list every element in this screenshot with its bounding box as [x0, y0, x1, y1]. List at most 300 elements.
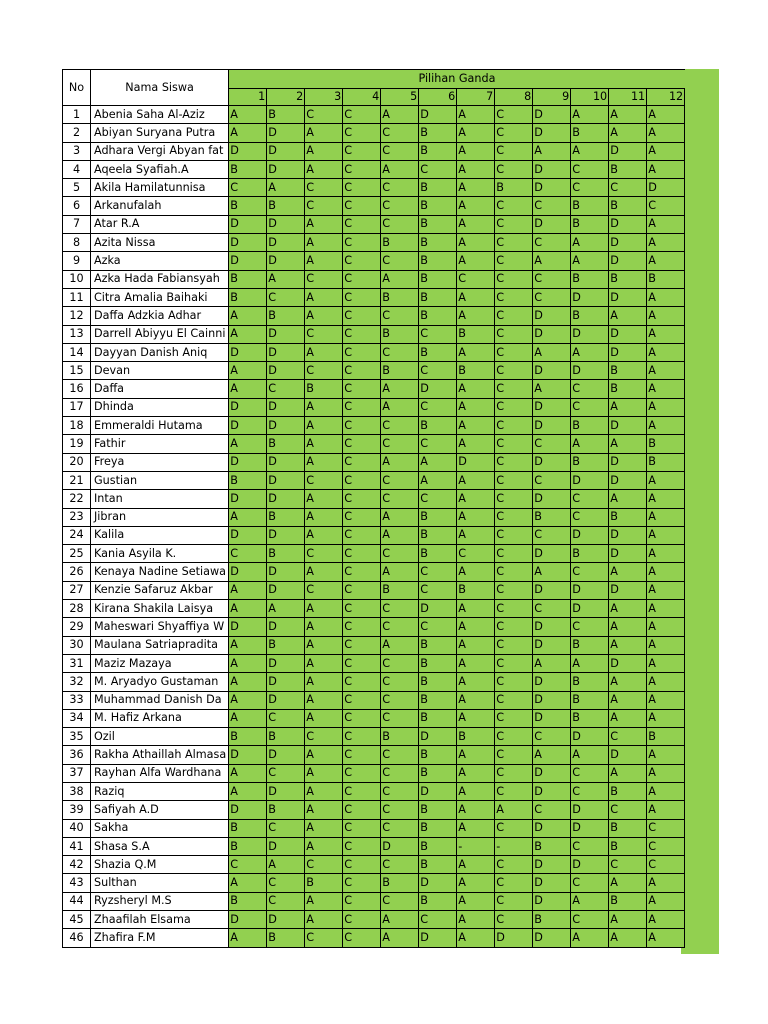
- answer-cell-q8[interactable]: C: [495, 435, 533, 453]
- answer-cell-q8[interactable]: C: [495, 106, 533, 124]
- answer-cell-q10[interactable]: C: [571, 782, 609, 800]
- answer-cell-q9[interactable]: D: [533, 636, 571, 654]
- answer-cell-q8[interactable]: C: [495, 215, 533, 233]
- answer-cell-q7[interactable]: A: [457, 654, 495, 672]
- answer-cell-q7[interactable]: A: [457, 563, 495, 581]
- answer-cell-q1[interactable]: A: [229, 929, 267, 947]
- answer-cell-q8[interactable]: A: [495, 801, 533, 819]
- answer-cell-q2[interactable]: B: [267, 197, 305, 215]
- answer-cell-q5[interactable]: A: [381, 911, 419, 929]
- answer-cell-q7[interactable]: A: [457, 417, 495, 435]
- answer-cell-q1[interactable]: A: [229, 673, 267, 691]
- answer-cell-q4[interactable]: C: [343, 911, 381, 929]
- answer-cell-q7[interactable]: A: [457, 398, 495, 416]
- answer-cell-q7[interactable]: A: [457, 636, 495, 654]
- answer-cell-q3[interactable]: A: [305, 435, 343, 453]
- answer-cell-q11[interactable]: D: [609, 453, 647, 471]
- answer-cell-q8[interactable]: C: [495, 673, 533, 691]
- answer-cell-q1[interactable]: B: [229, 892, 267, 910]
- answer-cell-q9[interactable]: A: [533, 746, 571, 764]
- student-name-cell[interactable]: Maziz Mazaya: [91, 654, 229, 672]
- student-name-cell[interactable]: Azita Nissa: [91, 234, 229, 252]
- row-number-cell[interactable]: 45: [63, 911, 91, 929]
- answer-cell-q6[interactable]: B: [419, 654, 457, 672]
- answer-cell-q8[interactable]: C: [495, 782, 533, 800]
- answer-cell-q2[interactable]: C: [267, 819, 305, 837]
- answer-cell-q12[interactable]: A: [647, 288, 685, 306]
- answer-cell-q4[interactable]: C: [343, 600, 381, 618]
- answer-cell-q6[interactable]: D: [419, 782, 457, 800]
- answer-cell-q3[interactable]: A: [305, 911, 343, 929]
- answer-cell-q10[interactable]: B: [571, 673, 609, 691]
- answer-cell-q10[interactable]: A: [571, 343, 609, 361]
- answer-cell-q1[interactable]: D: [229, 801, 267, 819]
- student-name-cell[interactable]: Fathir: [91, 435, 229, 453]
- answer-cell-q1[interactable]: A: [229, 709, 267, 727]
- answer-cell-q1[interactable]: B: [229, 197, 267, 215]
- answer-cell-q4[interactable]: C: [343, 453, 381, 471]
- answer-cell-q12[interactable]: A: [647, 618, 685, 636]
- answer-cell-q9[interactable]: D: [533, 307, 571, 325]
- answer-cell-q5[interactable]: A: [381, 508, 419, 526]
- answer-cell-q2[interactable]: B: [267, 929, 305, 947]
- student-name-cell[interactable]: Kirana Shakila Laisya: [91, 600, 229, 618]
- answer-cell-q12[interactable]: A: [647, 673, 685, 691]
- answer-cell-q9[interactable]: A: [533, 654, 571, 672]
- student-name-cell[interactable]: Freya: [91, 453, 229, 471]
- student-name-cell[interactable]: Zhafira F.M: [91, 929, 229, 947]
- answer-cell-q4[interactable]: C: [343, 106, 381, 124]
- answer-cell-q7[interactable]: A: [457, 526, 495, 544]
- answer-cell-q3[interactable]: A: [305, 654, 343, 672]
- answer-cell-q9[interactable]: C: [533, 728, 571, 746]
- row-number-cell[interactable]: 9: [63, 252, 91, 270]
- answer-cell-q3[interactable]: C: [305, 545, 343, 563]
- answer-cell-q10[interactable]: B: [571, 270, 609, 288]
- answer-cell-q3[interactable]: C: [305, 179, 343, 197]
- answer-cell-q7[interactable]: A: [457, 142, 495, 160]
- answer-cell-q3[interactable]: C: [305, 325, 343, 343]
- answer-cell-q2[interactable]: D: [267, 471, 305, 489]
- answer-cell-q7[interactable]: C: [457, 270, 495, 288]
- answer-cell-q12[interactable]: C: [647, 837, 685, 855]
- answer-cell-q7[interactable]: A: [457, 471, 495, 489]
- student-name-cell[interactable]: Devan: [91, 362, 229, 380]
- answer-cell-q7[interactable]: A: [457, 380, 495, 398]
- answer-cell-q7[interactable]: -: [457, 837, 495, 855]
- student-name-cell[interactable]: Dayyan Danish Aniq: [91, 343, 229, 361]
- answer-cell-q3[interactable]: C: [305, 929, 343, 947]
- answer-cell-q1[interactable]: C: [229, 856, 267, 874]
- answer-cell-q6[interactable]: C: [419, 563, 457, 581]
- answer-cell-q1[interactable]: D: [229, 526, 267, 544]
- answer-cell-q12[interactable]: A: [647, 417, 685, 435]
- answer-cell-q1[interactable]: A: [229, 362, 267, 380]
- answer-cell-q10[interactable]: C: [571, 160, 609, 178]
- row-number-cell[interactable]: 39: [63, 801, 91, 819]
- answer-cell-q5[interactable]: A: [381, 453, 419, 471]
- answer-cell-q2[interactable]: D: [267, 417, 305, 435]
- answer-cell-q11[interactable]: A: [609, 874, 647, 892]
- student-name-cell[interactable]: M. Aryadyo Gustaman: [91, 673, 229, 691]
- answer-cell-q3[interactable]: A: [305, 746, 343, 764]
- answer-cell-q12[interactable]: A: [647, 581, 685, 599]
- answer-cell-q5[interactable]: C: [381, 124, 419, 142]
- answer-cell-q1[interactable]: A: [229, 380, 267, 398]
- row-number-cell[interactable]: 31: [63, 654, 91, 672]
- answer-cell-q11[interactable]: A: [609, 600, 647, 618]
- answer-cell-q3[interactable]: A: [305, 837, 343, 855]
- answer-cell-q12[interactable]: A: [647, 782, 685, 800]
- answer-cell-q9[interactable]: D: [533, 581, 571, 599]
- answer-cell-q1[interactable]: A: [229, 124, 267, 142]
- answer-cell-q8[interactable]: C: [495, 892, 533, 910]
- answer-cell-q1[interactable]: B: [229, 160, 267, 178]
- answer-cell-q8[interactable]: C: [495, 654, 533, 672]
- row-number-cell[interactable]: 4: [63, 160, 91, 178]
- answer-cell-q10[interactable]: D: [571, 600, 609, 618]
- row-number-cell[interactable]: 46: [63, 929, 91, 947]
- answer-cell-q12[interactable]: A: [647, 654, 685, 672]
- answer-cell-q12[interactable]: A: [647, 746, 685, 764]
- answer-cell-q10[interactable]: D: [571, 471, 609, 489]
- student-name-cell[interactable]: Intan: [91, 490, 229, 508]
- row-number-cell[interactable]: 26: [63, 563, 91, 581]
- answer-cell-q6[interactable]: D: [419, 380, 457, 398]
- answer-cell-q4[interactable]: C: [343, 288, 381, 306]
- answer-cell-q12[interactable]: A: [647, 343, 685, 361]
- answer-cell-q9[interactable]: D: [533, 215, 571, 233]
- answer-cell-q9[interactable]: D: [533, 819, 571, 837]
- student-name-cell[interactable]: Muhammad Danish Da: [91, 691, 229, 709]
- answer-cell-q2[interactable]: D: [267, 837, 305, 855]
- answer-cell-q4[interactable]: C: [343, 819, 381, 837]
- answer-cell-q4[interactable]: C: [343, 746, 381, 764]
- answer-cell-q6[interactable]: B: [419, 526, 457, 544]
- answer-cell-q6[interactable]: D: [419, 600, 457, 618]
- answer-cell-q9[interactable]: B: [533, 837, 571, 855]
- answer-cell-q5[interactable]: C: [381, 179, 419, 197]
- answer-cell-q1[interactable]: D: [229, 453, 267, 471]
- row-number-cell[interactable]: 2: [63, 124, 91, 142]
- answer-cell-q3[interactable]: A: [305, 782, 343, 800]
- row-number-cell[interactable]: 7: [63, 215, 91, 233]
- row-number-cell[interactable]: 18: [63, 417, 91, 435]
- answer-cell-q11[interactable]: D: [609, 142, 647, 160]
- answer-cell-q11[interactable]: D: [609, 234, 647, 252]
- answer-cell-q4[interactable]: C: [343, 160, 381, 178]
- answer-cell-q9[interactable]: D: [533, 179, 571, 197]
- answer-cell-q2[interactable]: A: [267, 179, 305, 197]
- answer-cell-q2[interactable]: D: [267, 563, 305, 581]
- student-name-cell[interactable]: Aqeela Syafiah.A: [91, 160, 229, 178]
- answer-cell-q3[interactable]: B: [305, 874, 343, 892]
- answer-cell-q1[interactable]: A: [229, 581, 267, 599]
- answer-cell-q1[interactable]: A: [229, 691, 267, 709]
- student-name-cell[interactable]: Raziq: [91, 782, 229, 800]
- answer-cell-q5[interactable]: C: [381, 343, 419, 361]
- answer-cell-q1[interactable]: B: [229, 471, 267, 489]
- answer-cell-q9[interactable]: B: [533, 911, 571, 929]
- row-number-cell[interactable]: 32: [63, 673, 91, 691]
- question-number-1[interactable]: 1: [229, 89, 267, 106]
- answer-cell-q2[interactable]: B: [267, 728, 305, 746]
- answer-cell-q8[interactable]: C: [495, 343, 533, 361]
- answer-cell-q3[interactable]: B: [305, 380, 343, 398]
- answer-cell-q11[interactable]: D: [609, 252, 647, 270]
- answer-cell-q7[interactable]: C: [457, 545, 495, 563]
- answer-cell-q4[interactable]: C: [343, 545, 381, 563]
- answer-cell-q5[interactable]: C: [381, 856, 419, 874]
- answer-cell-q6[interactable]: C: [419, 160, 457, 178]
- answer-cell-q11[interactable]: B: [609, 197, 647, 215]
- answer-cell-q11[interactable]: B: [609, 160, 647, 178]
- answer-cell-q10[interactable]: C: [571, 837, 609, 855]
- answer-cell-q11[interactable]: B: [609, 892, 647, 910]
- answer-cell-q6[interactable]: B: [419, 819, 457, 837]
- answer-cell-q4[interactable]: C: [343, 929, 381, 947]
- answer-cell-q8[interactable]: C: [495, 453, 533, 471]
- answer-cell-q8[interactable]: C: [495, 417, 533, 435]
- answer-cell-q7[interactable]: A: [457, 874, 495, 892]
- answer-cell-q11[interactable]: A: [609, 911, 647, 929]
- answer-cell-q5[interactable]: D: [381, 837, 419, 855]
- answer-cell-q4[interactable]: C: [343, 234, 381, 252]
- answer-cell-q8[interactable]: C: [495, 490, 533, 508]
- row-number-cell[interactable]: 15: [63, 362, 91, 380]
- answer-cell-q8[interactable]: C: [495, 252, 533, 270]
- answer-cell-q7[interactable]: A: [457, 234, 495, 252]
- row-number-cell[interactable]: 41: [63, 837, 91, 855]
- answer-cell-q6[interactable]: C: [419, 398, 457, 416]
- answer-cell-q12[interactable]: A: [647, 215, 685, 233]
- question-number-12[interactable]: 12: [647, 89, 685, 106]
- answer-cell-q4[interactable]: C: [343, 801, 381, 819]
- answer-cell-q11[interactable]: D: [609, 417, 647, 435]
- answer-cell-q8[interactable]: C: [495, 380, 533, 398]
- answer-cell-q6[interactable]: D: [419, 106, 457, 124]
- answer-cell-q11[interactable]: B: [609, 380, 647, 398]
- answer-cell-q11[interactable]: A: [609, 929, 647, 947]
- answer-cell-q5[interactable]: C: [381, 819, 419, 837]
- answer-cell-q7[interactable]: A: [457, 709, 495, 727]
- answer-cell-q12[interactable]: B: [647, 270, 685, 288]
- answer-cell-q6[interactable]: B: [419, 417, 457, 435]
- answer-cell-q12[interactable]: A: [647, 124, 685, 142]
- student-name-cell[interactable]: Kenaya Nadine Setiawa: [91, 563, 229, 581]
- answer-cell-q5[interactable]: C: [381, 471, 419, 489]
- answer-cell-q2[interactable]: C: [267, 892, 305, 910]
- answer-cell-q10[interactable]: A: [571, 142, 609, 160]
- student-name-cell[interactable]: Kania Asyila K.: [91, 545, 229, 563]
- student-name-cell[interactable]: Rayhan Alfa Wardhana: [91, 764, 229, 782]
- answer-cell-q4[interactable]: C: [343, 435, 381, 453]
- student-name-cell[interactable]: Safiyah A.D: [91, 801, 229, 819]
- answer-cell-q3[interactable]: A: [305, 417, 343, 435]
- answer-cell-q7[interactable]: A: [457, 179, 495, 197]
- answer-cell-q6[interactable]: C: [419, 490, 457, 508]
- answer-cell-q7[interactable]: B: [457, 325, 495, 343]
- answer-cell-q6[interactable]: B: [419, 691, 457, 709]
- answer-cell-q6[interactable]: B: [419, 288, 457, 306]
- answer-cell-q4[interactable]: C: [343, 179, 381, 197]
- answer-cell-q11[interactable]: C: [609, 179, 647, 197]
- answer-cell-q6[interactable]: B: [419, 124, 457, 142]
- answer-cell-q7[interactable]: A: [457, 892, 495, 910]
- answer-cell-q12[interactable]: C: [647, 856, 685, 874]
- answer-cell-q1[interactable]: B: [229, 270, 267, 288]
- answer-cell-q3[interactable]: A: [305, 343, 343, 361]
- row-number-cell[interactable]: 1: [63, 106, 91, 124]
- answer-cell-q5[interactable]: C: [381, 490, 419, 508]
- answer-cell-q5[interactable]: C: [381, 252, 419, 270]
- answer-cell-q2[interactable]: B: [267, 636, 305, 654]
- answer-cell-q3[interactable]: A: [305, 764, 343, 782]
- answer-cell-q8[interactable]: C: [495, 160, 533, 178]
- answer-cell-q10[interactable]: A: [571, 252, 609, 270]
- answer-cell-q7[interactable]: B: [457, 362, 495, 380]
- answer-cell-q4[interactable]: C: [343, 563, 381, 581]
- question-number-5[interactable]: 5: [381, 89, 419, 106]
- answer-cell-q1[interactable]: D: [229, 746, 267, 764]
- answer-cell-q6[interactable]: B: [419, 307, 457, 325]
- answer-cell-q9[interactable]: D: [533, 764, 571, 782]
- answer-cell-q8[interactable]: D: [495, 929, 533, 947]
- answer-cell-q6[interactable]: C: [419, 362, 457, 380]
- answer-cell-q4[interactable]: C: [343, 270, 381, 288]
- answer-cell-q10[interactable]: B: [571, 453, 609, 471]
- answer-cell-q5[interactable]: C: [381, 545, 419, 563]
- question-number-9[interactable]: 9: [533, 89, 571, 106]
- answer-cell-q11[interactable]: D: [609, 471, 647, 489]
- answer-cell-q2[interactable]: D: [267, 398, 305, 416]
- answer-cell-q11[interactable]: D: [609, 746, 647, 764]
- answer-cell-q12[interactable]: A: [647, 600, 685, 618]
- answer-cell-q6[interactable]: C: [419, 435, 457, 453]
- answer-cell-q4[interactable]: C: [343, 764, 381, 782]
- answer-cell-q9[interactable]: D: [533, 874, 571, 892]
- answer-cell-q3[interactable]: A: [305, 636, 343, 654]
- answer-cell-q10[interactable]: C: [571, 618, 609, 636]
- answer-cell-q5[interactable]: C: [381, 142, 419, 160]
- answer-cell-q12[interactable]: A: [647, 398, 685, 416]
- answer-cell-q1[interactable]: D: [229, 911, 267, 929]
- student-name-cell[interactable]: Daffa Adzkia Adhar: [91, 307, 229, 325]
- answer-cell-q3[interactable]: A: [305, 618, 343, 636]
- answer-cell-q2[interactable]: D: [267, 673, 305, 691]
- answer-cell-q6[interactable]: A: [419, 453, 457, 471]
- answer-cell-q2[interactable]: A: [267, 856, 305, 874]
- answer-cell-q4[interactable]: C: [343, 252, 381, 270]
- student-name-cell[interactable]: Emmeraldi Hutama: [91, 417, 229, 435]
- answer-cell-q10[interactable]: A: [571, 892, 609, 910]
- answer-cell-q2[interactable]: D: [267, 325, 305, 343]
- answer-cell-q5[interactable]: A: [381, 270, 419, 288]
- answer-cell-q1[interactable]: B: [229, 288, 267, 306]
- answer-cell-q1[interactable]: A: [229, 764, 267, 782]
- answer-cell-q7[interactable]: A: [457, 435, 495, 453]
- answer-cell-q9[interactable]: D: [533, 362, 571, 380]
- answer-cell-q12[interactable]: D: [647, 179, 685, 197]
- row-number-cell[interactable]: 23: [63, 508, 91, 526]
- answer-cell-q12[interactable]: A: [647, 892, 685, 910]
- row-number-cell[interactable]: 10: [63, 270, 91, 288]
- answer-cell-q3[interactable]: A: [305, 124, 343, 142]
- answer-cell-q9[interactable]: D: [533, 417, 571, 435]
- answer-cell-q8[interactable]: C: [495, 618, 533, 636]
- answer-cell-q7[interactable]: B: [457, 581, 495, 599]
- answer-cell-q12[interactable]: A: [647, 307, 685, 325]
- answer-cell-q3[interactable]: C: [305, 362, 343, 380]
- answer-cell-q9[interactable]: D: [533, 618, 571, 636]
- student-name-cell[interactable]: Kalila: [91, 526, 229, 544]
- answer-cell-q7[interactable]: A: [457, 160, 495, 178]
- answer-cell-q3[interactable]: A: [305, 508, 343, 526]
- answer-cell-q1[interactable]: D: [229, 398, 267, 416]
- answer-cell-q8[interactable]: C: [495, 581, 533, 599]
- row-number-cell[interactable]: 33: [63, 691, 91, 709]
- answer-cell-q9[interactable]: D: [533, 856, 571, 874]
- answer-cell-q5[interactable]: B: [381, 874, 419, 892]
- answer-cell-q12[interactable]: C: [647, 819, 685, 837]
- answer-cell-q1[interactable]: B: [229, 819, 267, 837]
- answer-cell-q6[interactable]: D: [419, 929, 457, 947]
- answer-cell-q11[interactable]: D: [609, 325, 647, 343]
- row-number-cell[interactable]: 6: [63, 197, 91, 215]
- student-name-cell[interactable]: Sakha: [91, 819, 229, 837]
- answer-cell-q9[interactable]: A: [533, 343, 571, 361]
- answer-cell-q11[interactable]: D: [609, 288, 647, 306]
- answer-cell-q12[interactable]: A: [647, 362, 685, 380]
- answer-cell-q4[interactable]: C: [343, 417, 381, 435]
- student-name-cell[interactable]: Sulthan: [91, 874, 229, 892]
- answer-cell-q4[interactable]: C: [343, 380, 381, 398]
- answer-cell-q9[interactable]: A: [533, 563, 571, 581]
- student-name-cell[interactable]: Atar R.A: [91, 215, 229, 233]
- student-name-cell[interactable]: Daffa: [91, 380, 229, 398]
- answer-cell-q7[interactable]: A: [457, 746, 495, 764]
- answer-cell-q12[interactable]: B: [647, 435, 685, 453]
- answer-cell-q8[interactable]: -: [495, 837, 533, 855]
- answer-cell-q4[interactable]: C: [343, 124, 381, 142]
- answer-cell-q8[interactable]: C: [495, 508, 533, 526]
- answer-cell-q5[interactable]: A: [381, 160, 419, 178]
- answer-cell-q10[interactable]: B: [571, 417, 609, 435]
- answer-cell-q8[interactable]: C: [495, 197, 533, 215]
- answer-cell-q11[interactable]: A: [609, 636, 647, 654]
- answer-cell-q8[interactable]: C: [495, 124, 533, 142]
- answer-cell-q9[interactable]: D: [533, 929, 571, 947]
- answer-cell-q10[interactable]: A: [571, 654, 609, 672]
- answer-cell-q6[interactable]: C: [419, 618, 457, 636]
- answer-cell-q3[interactable]: C: [305, 197, 343, 215]
- answer-cell-q5[interactable]: C: [381, 764, 419, 782]
- answer-cell-q4[interactable]: C: [343, 618, 381, 636]
- answer-cell-q6[interactable]: B: [419, 270, 457, 288]
- answer-cell-q5[interactable]: C: [381, 435, 419, 453]
- answer-cell-q7[interactable]: A: [457, 106, 495, 124]
- row-number-cell[interactable]: 8: [63, 234, 91, 252]
- answer-cell-q7[interactable]: A: [457, 691, 495, 709]
- answer-cell-q10[interactable]: D: [571, 801, 609, 819]
- answer-cell-q9[interactable]: D: [533, 490, 571, 508]
- answer-cell-q5[interactable]: C: [381, 654, 419, 672]
- answer-cell-q4[interactable]: C: [343, 325, 381, 343]
- answer-cell-q2[interactable]: D: [267, 453, 305, 471]
- row-number-cell[interactable]: 29: [63, 618, 91, 636]
- answer-cell-q8[interactable]: C: [495, 288, 533, 306]
- answer-cell-q9[interactable]: C: [533, 197, 571, 215]
